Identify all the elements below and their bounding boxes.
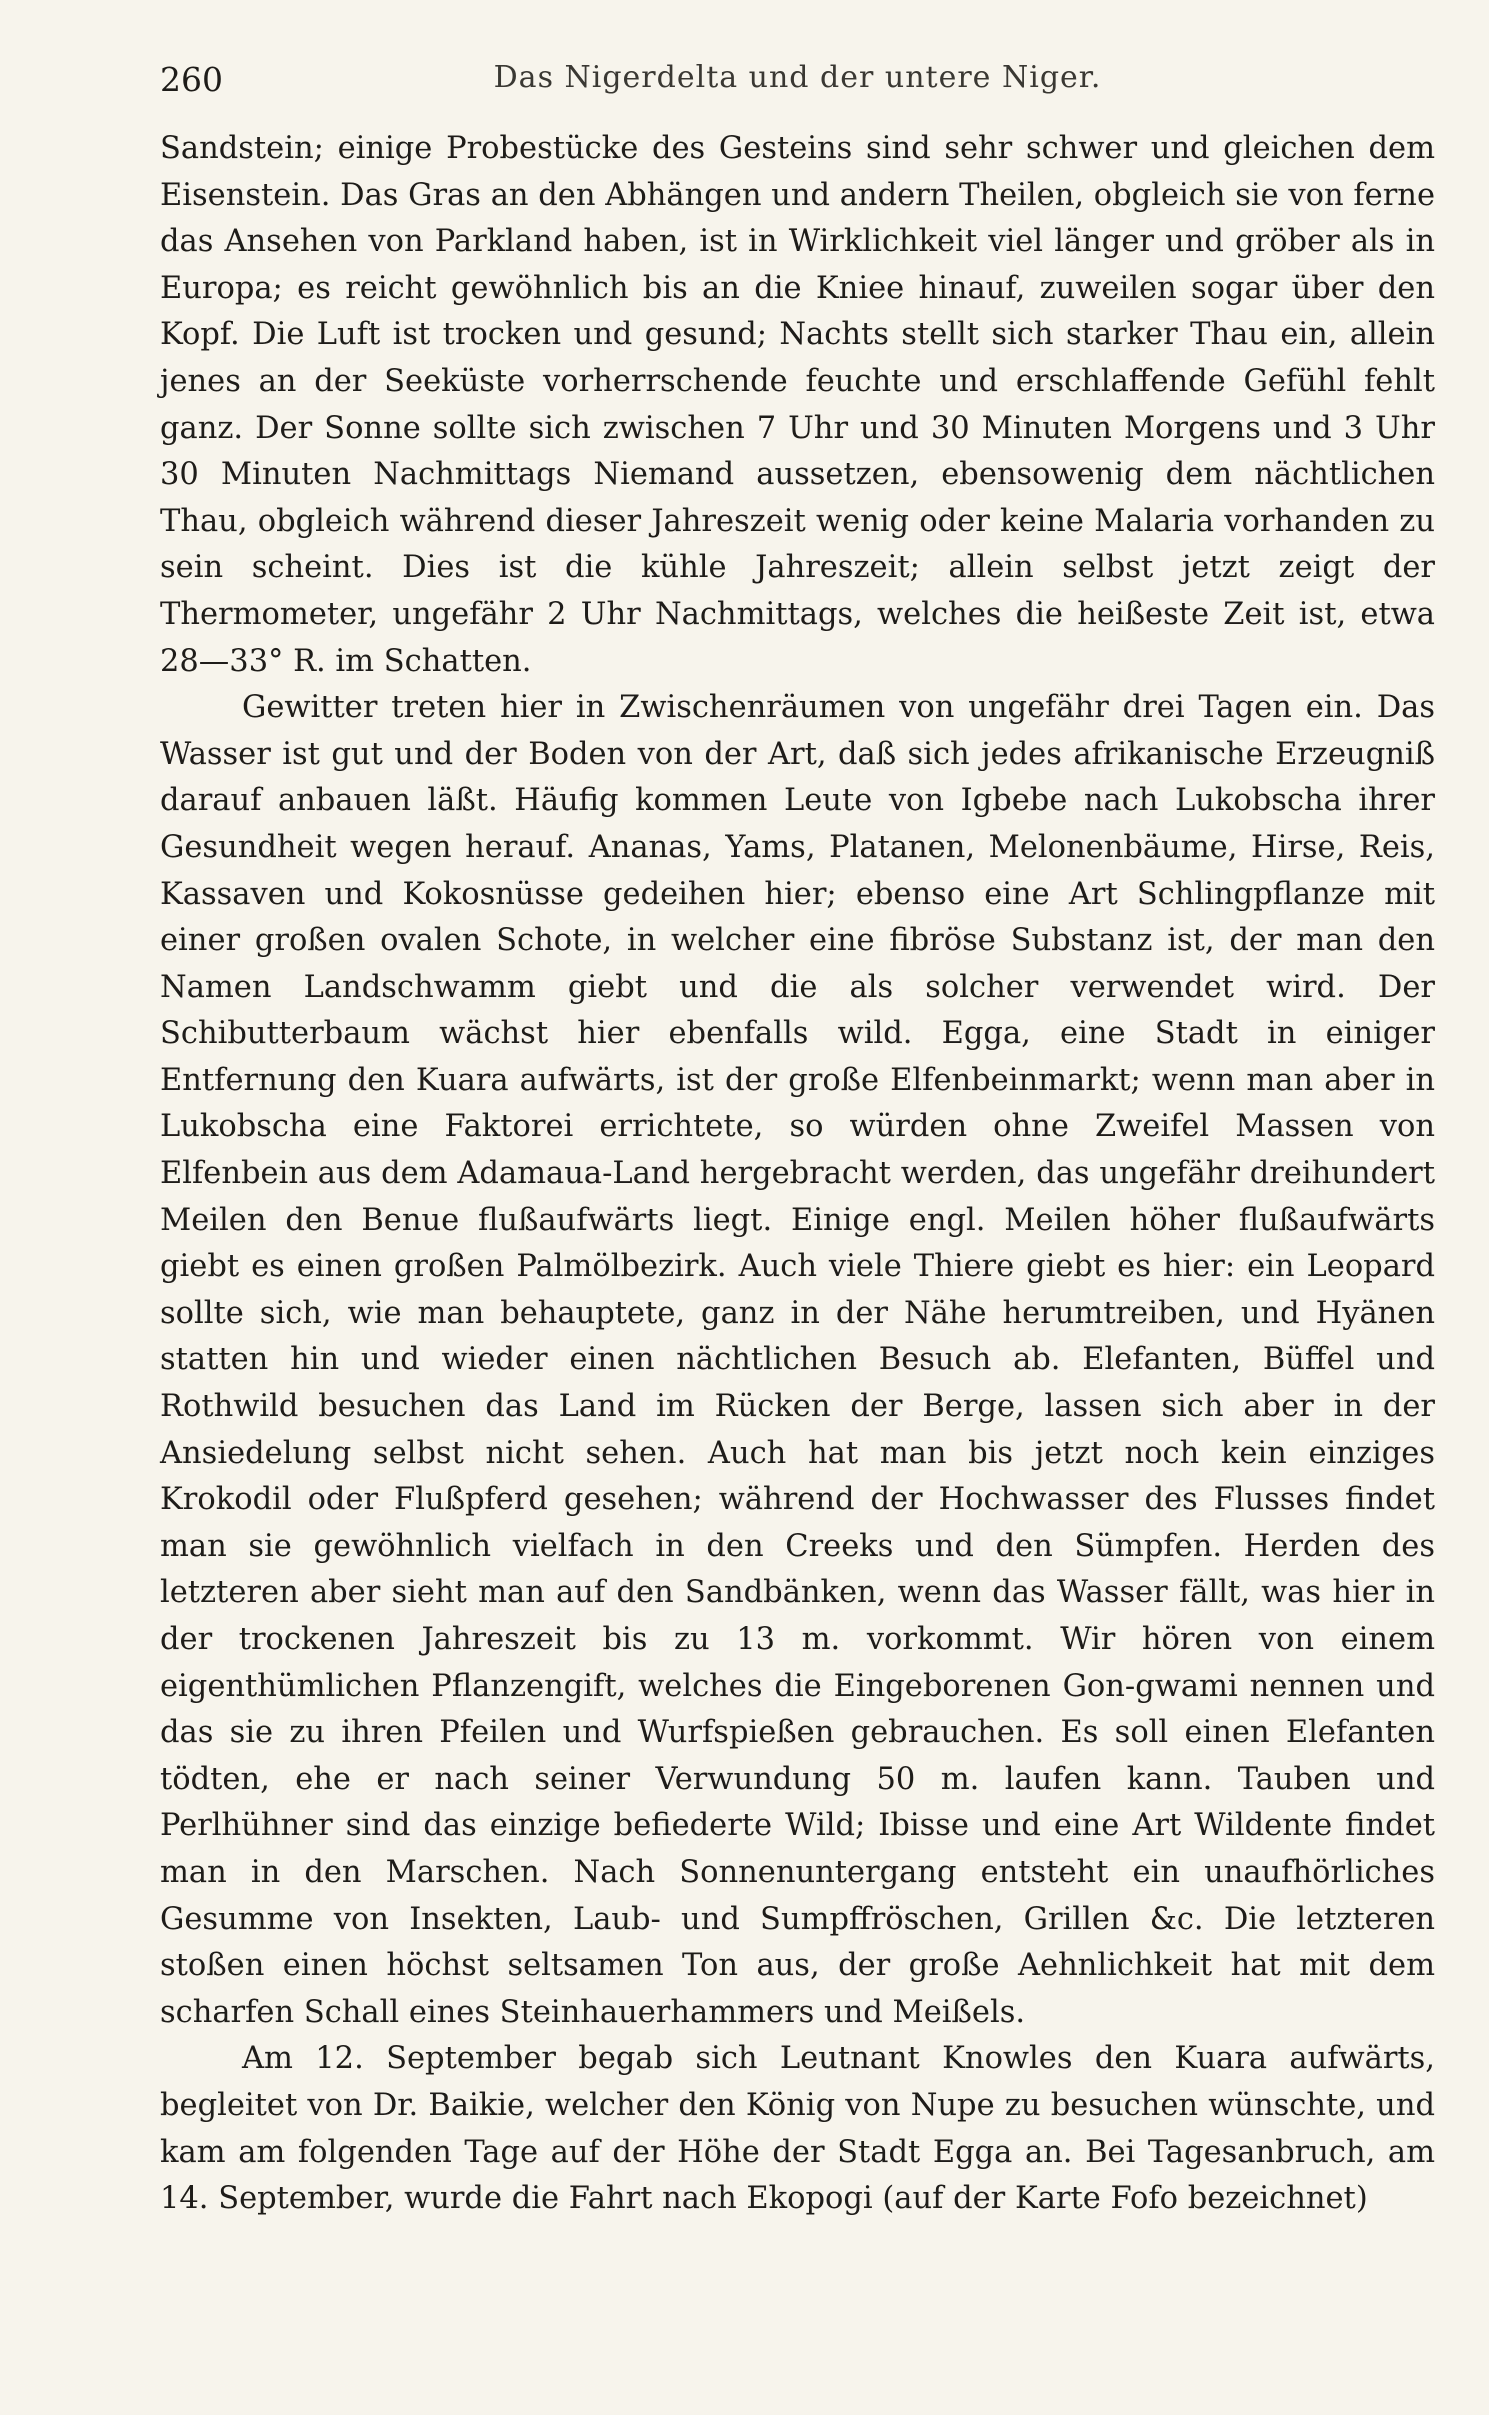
- running-title: Das Nigerdelta und der untere Niger.: [493, 60, 1102, 95]
- page-number: 260: [160, 60, 223, 99]
- book-page: [160, 60, 1435, 2223]
- page-header: [160, 60, 1435, 112]
- paragraph: Am 12. September begab sich Leutnant Knowles den Kuara aufwärts, begleitet von Dr. Baikie, welcher den König von Nupe zu besuchen wünschte, und kam am folgenden Tage auf der Höhe der Stadt Egga an. Bei Tagesanbruch, am 14. September, wurde die Fahrt nach Ekopogi (auf der Karte Fofo bezeichnet): [160, 2041, 1435, 2217]
- paragraph: Gewitter treten hier in Zwischenräumen von ungefähr drei Tagen ein. Das Wasser ist gut und der Boden von der Art, daß sich jedes afrikanische Erzeugniß darauf anbauen läßt. Häufig kommen Leute von Igbebe nach Lukobscha ihrer Gesundheit wegen herauf. Ananas, Yams, Platanen, Melonenbäume, Hirse, Reis, Kassaven und Kokosnüsse gedeihen hier; ebenso eine Art Schlingpflanze mit einer großen ovalen Schote, in welcher eine fibröse Substanz ist, der man den Namen Landschwamm giebt und die als solcher verwendet wird. Der Schibutterbaum wächst hier ebenfalls wild. Egga, eine Stadt in einiger Entfernung den Kuara aufwärts, ist der große Elfenbeinmarkt; wenn man aber in Lukobscha eine Faktorei errichtete, so würden ohne Zweifel Massen von Elfenbein aus dem Adamaua-Land hergebracht werden, das ungefähr dreihundert Meilen den Benue flußaufwärts liegt. Einige engl. Meilen höher flußaufwärts giebt es einen großen Palmölbezirk. Auch viele Thiere giebt es hier: ein Leopard sollte sich, wie man behauptete, ganz in der Nähe herumtreiben, und Hyänen statten hin und wieder einen nächtlichen Besuch ab. Elefanten, Büffel und Rothwild besuchen das Land im Rücken der Berge, lassen sich aber in der Ansiedelung selbst nicht sehen. Auch hat man bis jetzt noch kein einziges Krokodil oder Flußpferd gesehen; während der Hochwasser des Flusses findet man sie gewöhnlich vielfach in den Creeks und den Sümpfen. Herden des letzteren aber sieht man auf den Sandbänken, wenn das Wasser fällt, was hier in der trockenen Jahreszeit bis zu 13 m. vorkommt. Wir hören von einem eigenthümlichen Pflanzengift, welches die Eingeborenen Gon-gwami nennen und das sie zu ihren Pfeilen und Wurfspießen gebrauchen. Es soll einen Elefanten tödten, ehe er nach seiner Verwundung 50 m. laufen kann. Tauben und Perlhühner sind das einzige befiederte Wild; Ibisse und eine Art Wildente findet man in den Marschen. Nach Sonnenuntergang entsteht ein unaufhörliches Gesumme von Insekten, Laub- und Sumpffröschen, Grillen &c. Die letzteren stoßen einen höchst seltsamen Ton aus, der große Aehnlichkeit hat mit dem scharfen Schall eines Steinhauerhammers und Meißels.: [160, 690, 1435, 2030]
- body-text: [160, 126, 1435, 2223]
- paragraph-continuation: Sandstein; einige Probestücke des Gesteins sind sehr schwer und gleichen dem Eisenstein. Das Gras an den Abhängen und andern Theilen, obgleich sie von ferne das Ansehen von Parkland haben, ist in Wirklichkeit viel länger und gröber als in Europa; es reicht gewöhnlich bis an die Kniee hinauf, zuweilen sogar über den Kopf. Die Luft ist trocken und gesund; Nachts stellt sich starker Thau ein, allein jenes an der Seeküste vorherrschende feuchte und erschlaffende Gefühl fehlt ganz. Der Sonne sollte sich zwischen 7 Uhr und 30 Minuten Morgens und 3 Uhr 30 Minuten Nachmittags Niemand aussetzen, ebensowenig dem nächtlichen Thau, obgleich während dieser Jahreszeit wenig oder keine Malaria vorhanden zu sein scheint. Dies ist die kühle Jahreszeit; allein selbst jetzt zeigt der Thermometer, ungefähr 2 Uhr Nachmittags, welches die heißeste Zeit ist, etwa 28—33° R. im Schatten.: [160, 131, 1435, 679]
